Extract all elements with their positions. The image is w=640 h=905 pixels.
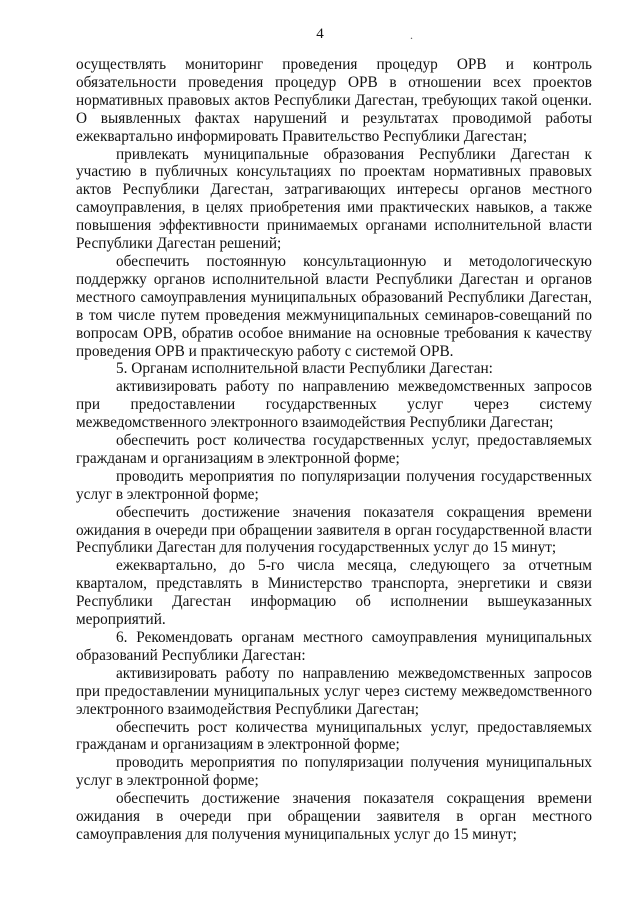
paragraph-methodological-support: обеспечить постоянную консультационную и методологическую поддержку органов исполнительной власти Республики Дагестан и органов местного самоуправления муниципальных образований Республики Дагестан, в том числе путем проведения межмуниципальных семинаров-совещаний по вопросам ОРВ, обратив особое внимание на основные требования к качеству проведения ОРВ и практическую работу с системой ОРВ. [76,252,592,360]
paragraph-6-interagency-requests: активизировать работу по направлению межведомственных запросов при предоставлении муниципальных услуг через систему межведомственного электронного взаимодействия Республики Дагестан; [76,664,592,718]
section-5-heading: 5. Органам исполнительной власти Республики Дагестан: [116,360,493,378]
paragraph-orv-monitoring: осуществлять мониторинг проведения процедур ОРВ и контроль обязательности проведения процедур ОРВ в отношении всех проектов нормативных правовых актов Республики Дагестан, требующих такой оценки. О выявленных фактах нарушений и результатах проводимой работы ежеквартально информировать Правительство Республики Дагестан; [76,56,592,145]
paragraph-5-electronic-services: обеспечить рост количества государственных услуг, предоставляемых гражданам и организациям в электронной форме; [76,432,592,467]
paragraph-5-interagency-requests: активизировать работу по направлению межведомственных запросов при предоставлении государственных услуг через систему межведомственного электронного взаимодействия Республики Дагестан; [76,378,592,432]
paragraph-6-waiting-time: обеспечить достижение значения показателя сокращения времени ожидания в очереди при обращении заявителя в орган местного самоуправления для получения муниципальных услуг до 15 минут; [76,790,592,843]
paragraph-5-waiting-time: обеспечить достижение значения показателя сокращения времени ожидания в очереди при обращении заявителя в орган государственной власти Республики Дагестан для получения государственных услуг до 15 минут; [76,503,592,557]
paragraph-6-popularization: проводить мероприятия по популяризации получения муниципальных услуг в электронной форме; [76,754,592,790]
paragraph-5-quarterly-report: ежеквартально, до 5-го числа месяца, следующего за отчетным кварталом, представлять в Министерство транспорта, энергетики и связи Республики Дагестан информацию об исполнении вышеуказанных мероприятий. [76,557,592,629]
paragraph-5-popularization: проводить мероприятия по популяризации получения государственных услуг в электронной форме; [76,467,592,503]
section-6-heading: 6. Рекомендовать органам местного самоуправления муниципальных образований Республики Дагестан: [76,629,592,664]
paragraph-6-electronic-services: обеспечить рост количества муниципальных услуг, предоставляемых гражданам и организациям в электронной форме; [76,718,592,754]
page-number: 4 [316,26,324,42]
paragraph-public-consultations: привлекать муниципальные образования Республики Дагестан к участию в публичных консультациях по проектам нормативных правовых актов Республики Дагестан, затрагивающих интересы органов местного самоуправления, в целях приобретения ими практических навыков, а также повышения эффективности принимаемых органами исполнительной власти Республики Дагестан решений; [76,145,592,253]
scan-mark: . [410,28,413,42]
document-body [76,56,592,844]
